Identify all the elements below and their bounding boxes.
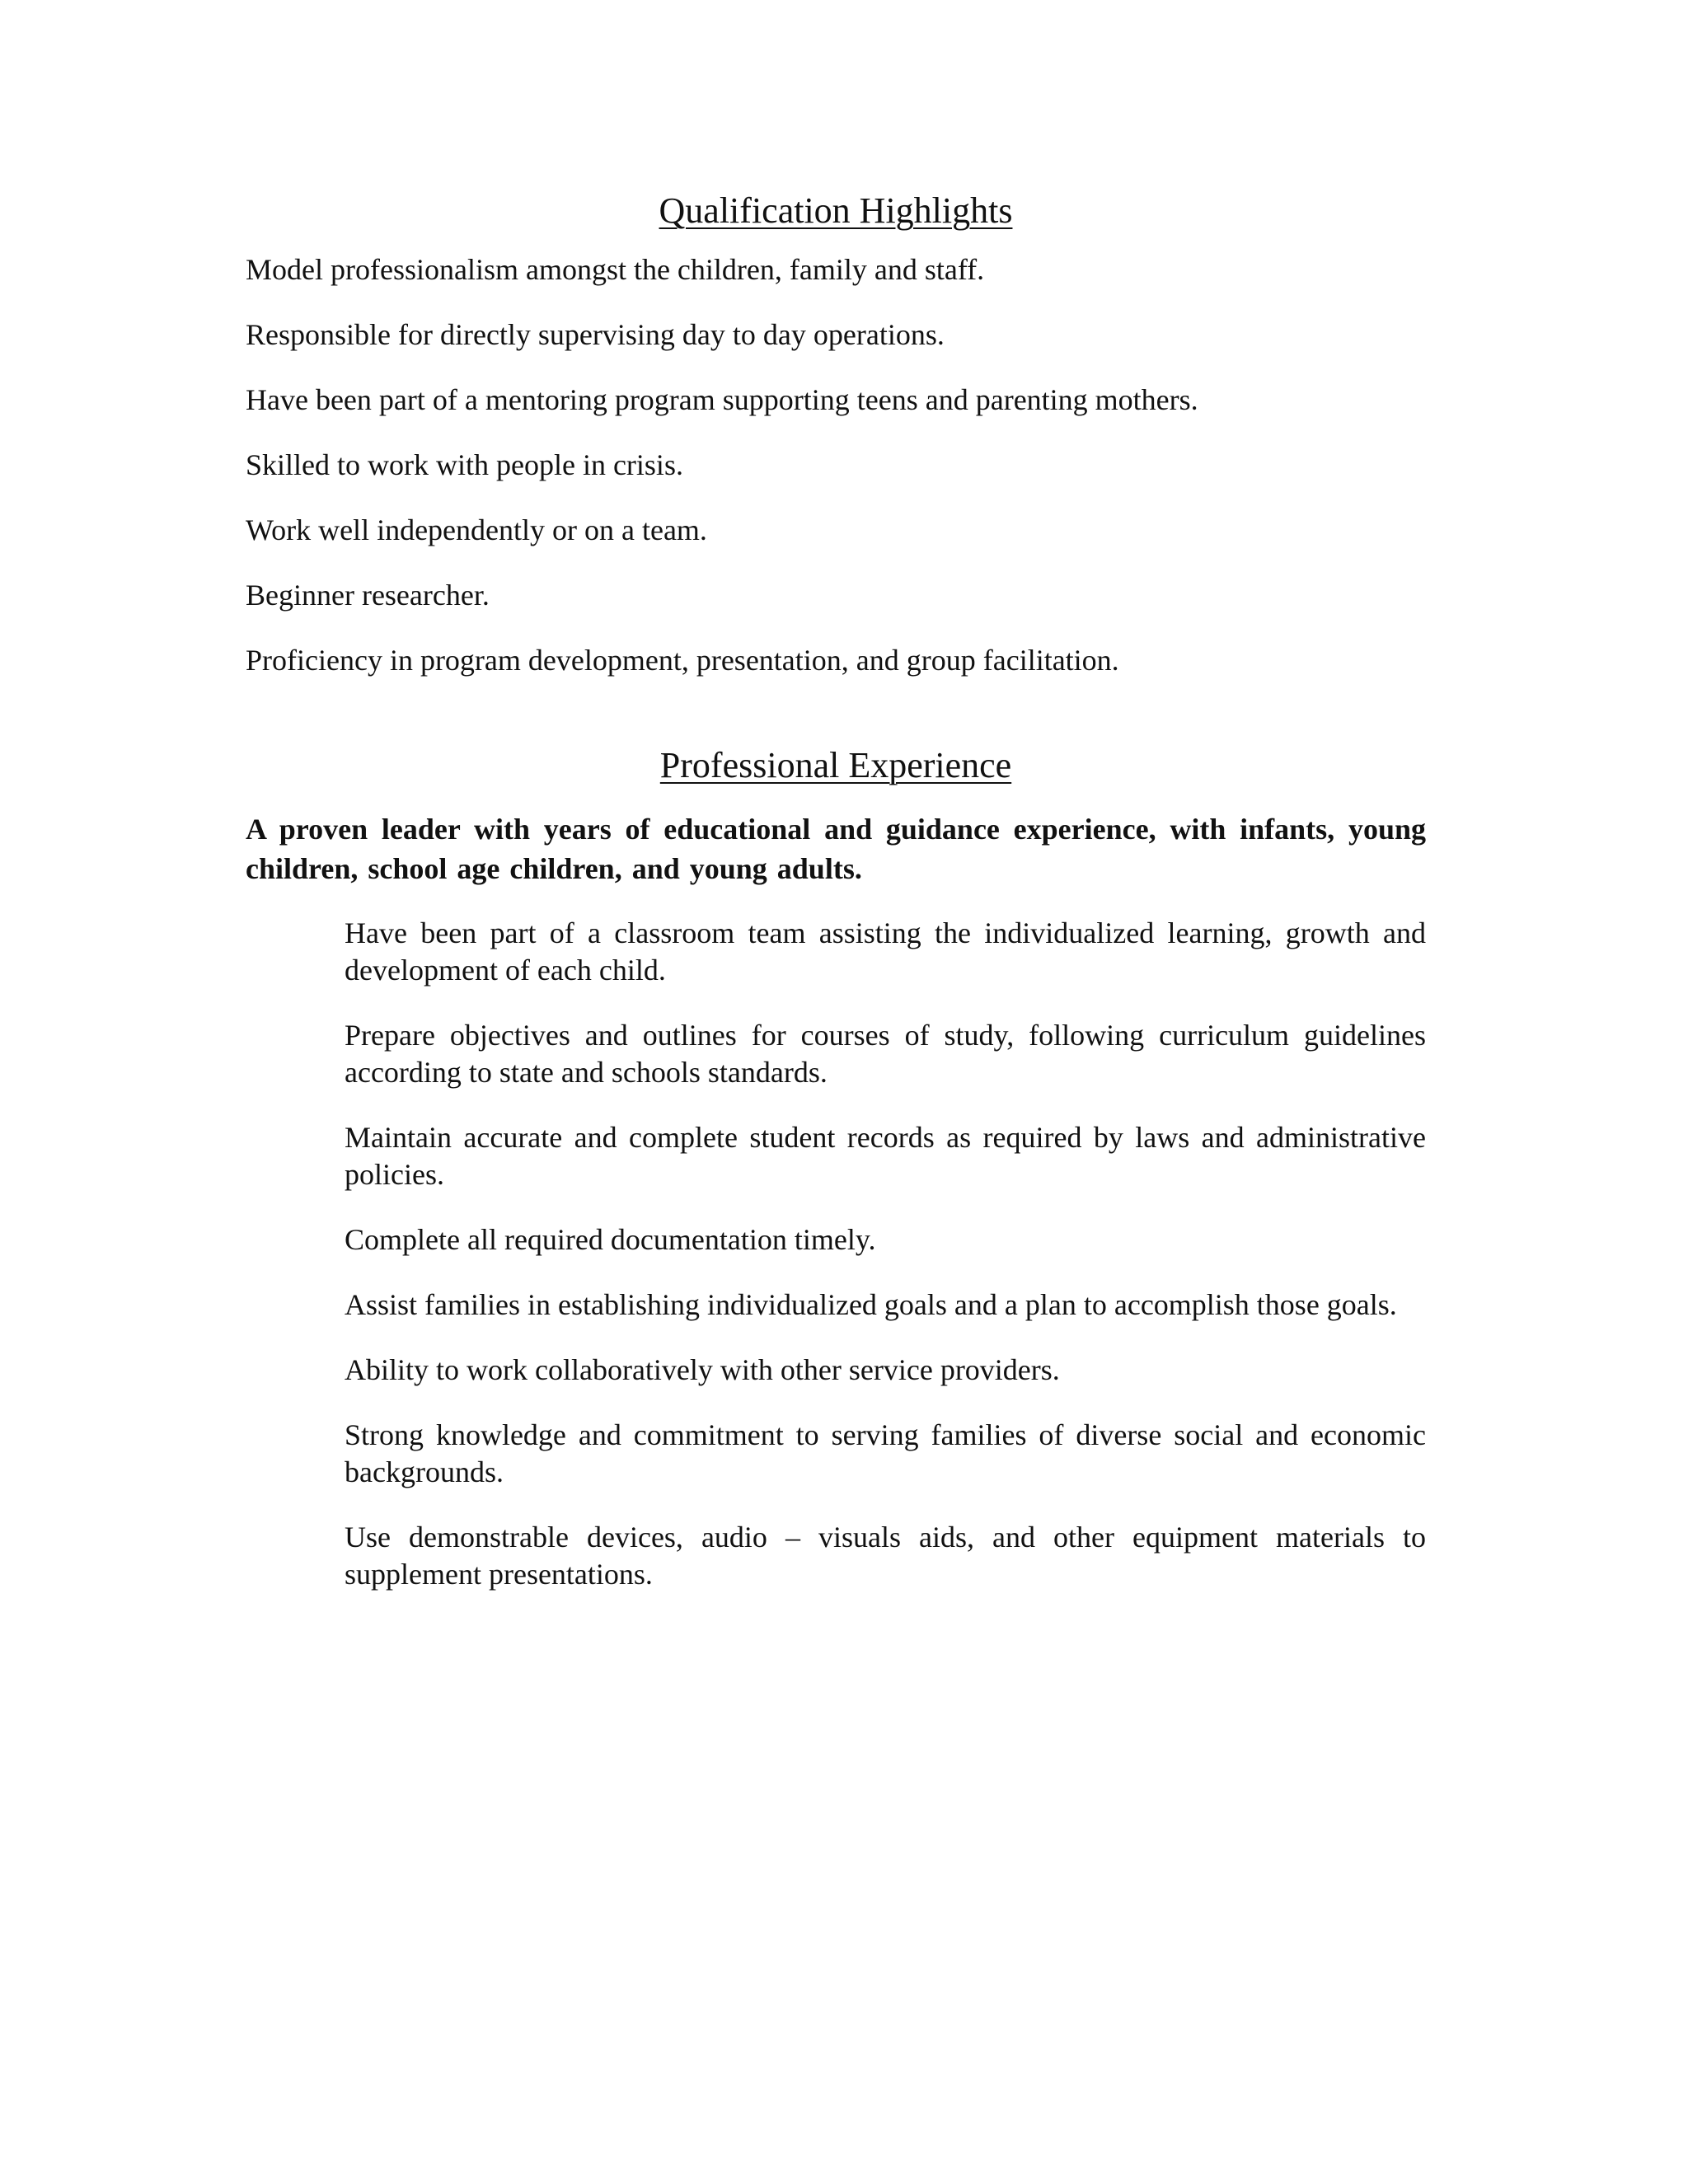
list-item: Beginner researcher. bbox=[246, 578, 490, 612]
list-item: Work well independently or on a team. bbox=[246, 513, 707, 546]
list-item: Responsible for directly supervising day to day operations. bbox=[246, 317, 945, 351]
qualification-highlights-heading: Qualification Highlights bbox=[659, 190, 1013, 231]
list-item: Have been part of a mentoring program supporting teens and parenting mothers. bbox=[246, 382, 1198, 416]
experience-duties-list bbox=[246, 915, 1426, 1593]
professional-experience-heading: Professional Experience bbox=[659, 744, 1012, 785]
professional-experience-section bbox=[246, 744, 1426, 1593]
qualification-highlights-section bbox=[246, 190, 1426, 678]
list-item: Maintain accurate and complete student records as required by laws and administrative policies. bbox=[345, 1120, 1426, 1191]
list-item: Have been part of a classroom team assisting the individualized learning, growth and development of each child. bbox=[345, 916, 1426, 987]
list-item: Skilled to work with people in crisis. bbox=[246, 448, 683, 481]
list-item: Prepare objectives and outlines for courses of study, following curriculum guidelines according to state and schools standards. bbox=[345, 1018, 1426, 1089]
experience-summary: A proven leader with years of educational and guidance experience, with infants, young children, school age children, and young adults. bbox=[246, 812, 1426, 885]
list-item: Ability to work collaboratively with other service providers. bbox=[345, 1352, 1060, 1386]
list-item: Model professionalism amongst the children, family and staff. bbox=[246, 252, 985, 286]
document-content bbox=[246, 190, 1426, 1621]
qualification-highlights-list bbox=[246, 251, 1426, 678]
list-item: Use demonstrable devices, audio – visuals aids, and other equipment materials to supplement presentations. bbox=[345, 1520, 1426, 1591]
list-item: Complete all required documentation timely. bbox=[345, 1222, 876, 1256]
list-item: Proficiency in program development, presentation, and group facilitation. bbox=[246, 643, 1119, 677]
list-item: Assist families in establishing individualized goals and a plan to accomplish those goals. bbox=[345, 1287, 1397, 1321]
list-item: Strong knowledge and commitment to serving families of diverse social and economic backgrounds. bbox=[345, 1418, 1426, 1488]
